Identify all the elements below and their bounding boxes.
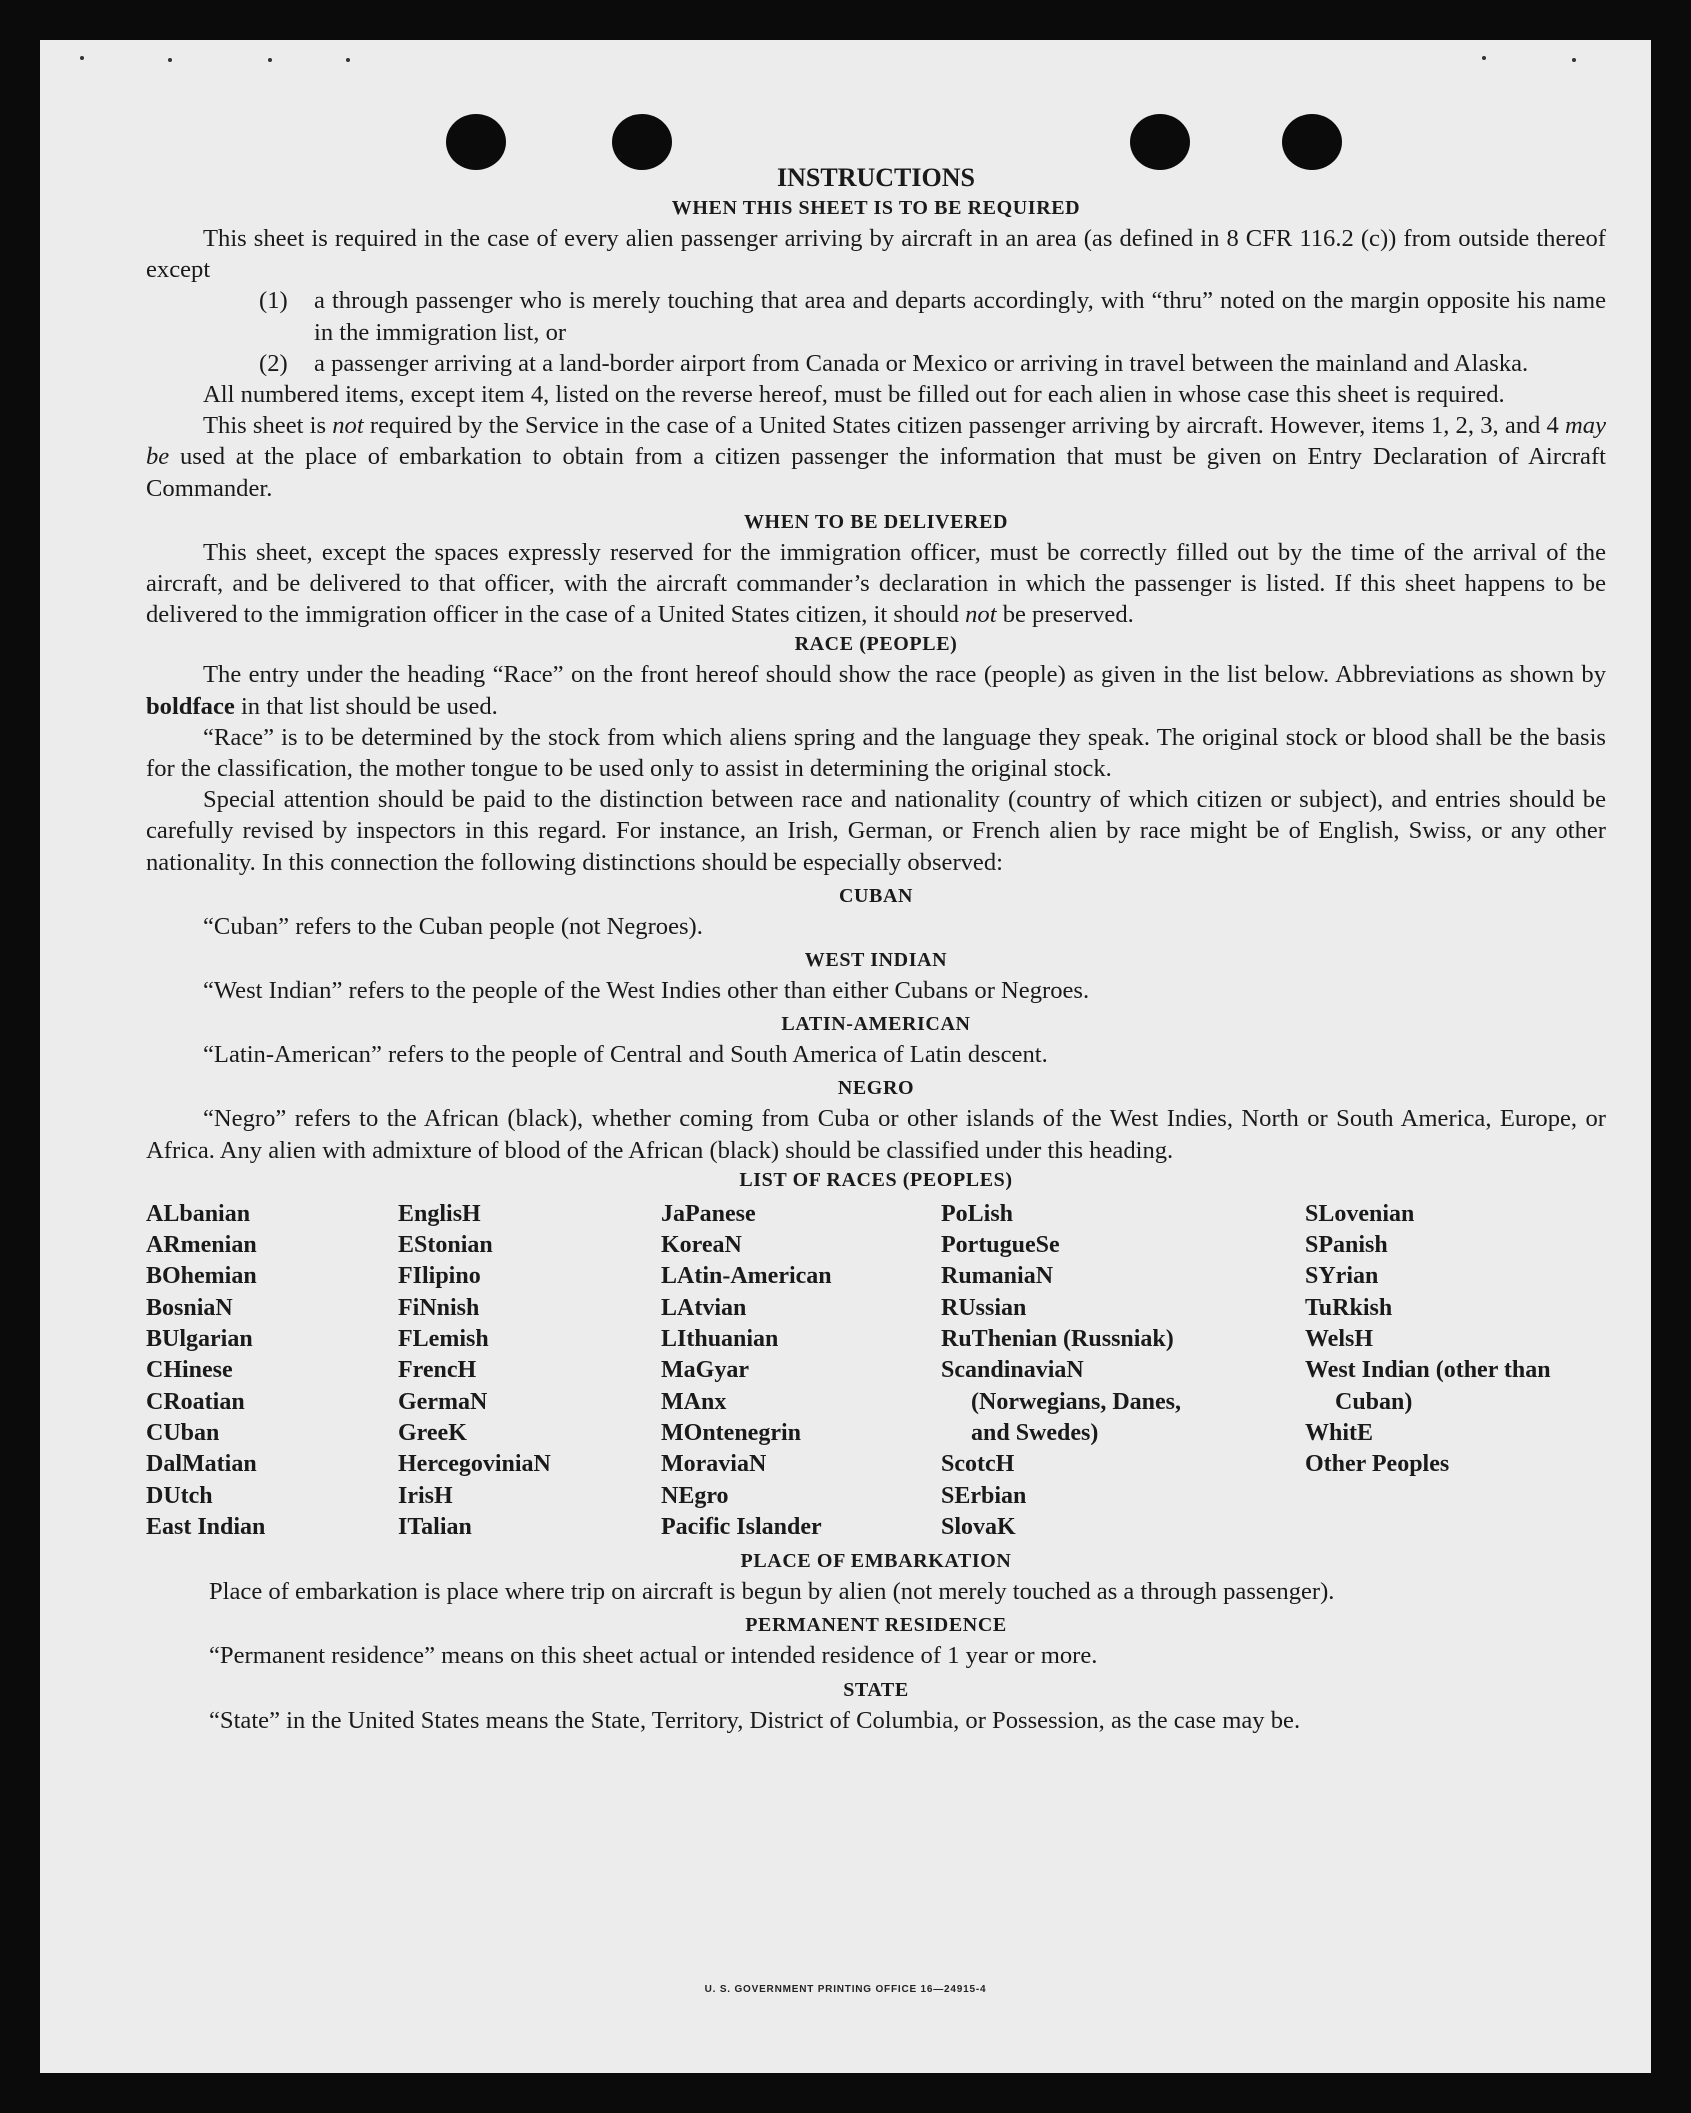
heading-negro: NEGRO xyxy=(837,1077,915,1100)
heading-state: STATE xyxy=(843,1678,909,1701)
race-entry: FIlipino xyxy=(398,1263,481,1290)
race-entry: BosniaN xyxy=(146,1294,233,1321)
paragraph: “Permanent residence” means on this sheet actual or intended residence of 1 year or more. xyxy=(209,1642,1098,1670)
race-entry: FrencH xyxy=(398,1357,477,1384)
race-entry: ITalian xyxy=(398,1513,472,1540)
paragraph: Place of embarkation is place where trip on aircraft is begun by alien (not merely touched as a through passenger). xyxy=(209,1578,1335,1606)
paragraph: “Cuban” refers to the Cuban people (not Negroes). xyxy=(203,912,703,940)
paragraph: This sheet is not required by the Service in the case of a United States citizen passenger arriving by aircraft. However, items 1, 2, 3, and 4 may be used at the place of embarkation to obtain from a citizen passenger the information that must be given on Entry Declaration of Aircraft Commander. xyxy=(146,412,1607,502)
race-entry: DalMatian xyxy=(146,1451,257,1478)
race-entry: KoreaN xyxy=(661,1232,742,1259)
paragraph: All numbered items, except item 4, listed on the reverse hereof, must be filled out for each alien in whose case this sheet is required. xyxy=(203,381,1505,409)
race-entry: ScotcH xyxy=(941,1451,1015,1478)
race-entry: WhitE xyxy=(1305,1419,1374,1446)
race-entry: SPanish xyxy=(1305,1232,1388,1259)
race-entry: Pacific Islander xyxy=(661,1513,822,1540)
heading-embarkation: PLACE OF EMBARKATION xyxy=(740,1550,1012,1573)
paragraph: This sheet, except the spaces expressly reserved for the immigration officer, must be correctly filled out by the time of the arrival of the aircraft, and be delivered to that officer, with the aircraft commander’s declaration in which the passenger is listed. If this sheet happens to be delivered to the immigration officer in the case of a United States citizen, it should not be preserved. xyxy=(146,538,1606,629)
speck xyxy=(1482,56,1486,60)
heading-residence: PERMANENT RESIDENCE xyxy=(745,1614,1007,1637)
race-entry: FLemish xyxy=(398,1326,489,1353)
paragraph: Special attention should be paid to the distinction between race and nationality (country of which citizen or subject), and entries should be carefully revised by inspectors in this regard. For instance, an Irish, German, or French alien by race might be of English, Swiss, or any other nationality. In this connection the following distinctions should be especially observed: xyxy=(146,786,1606,876)
race-entry: East Indian xyxy=(146,1513,266,1540)
race-entry: SYrian xyxy=(1305,1263,1379,1290)
race-entry: ARmenian xyxy=(146,1232,257,1259)
race-entry: RumaniaN xyxy=(941,1263,1054,1290)
race-entry: SErbian xyxy=(941,1482,1027,1509)
paragraph: “State” in the United States means the State, Territory, District of Columbia, or Possession, as the case may be. xyxy=(209,1706,1301,1734)
paragraph: “West Indian” refers to the people of the West Indies other than either Cubans or Negroes. xyxy=(203,977,1090,1005)
list-item: (2) a passenger arriving at a land-border airport from Canada or Mexico or arriving in travel between the mainland and Alaska. xyxy=(259,349,1529,377)
race-entry: CHinese xyxy=(146,1357,233,1384)
heading-required: WHEN THIS SHEET IS TO BE REQUIRED xyxy=(671,197,1081,219)
document-page xyxy=(40,40,1651,2073)
race-entry: TuRkish xyxy=(1305,1294,1393,1321)
speck xyxy=(80,56,84,60)
race-column xyxy=(398,1199,661,1543)
race-entry: SlovaK xyxy=(941,1513,1016,1540)
race-entry: Other Peoples xyxy=(1305,1451,1450,1478)
race-entry: PortugueSe xyxy=(941,1232,1060,1259)
speck xyxy=(1572,58,1576,62)
speck xyxy=(346,58,350,62)
paragraph: The entry under the heading “Race” on the front hereof should show the race (people) as given in the list below. Abbreviations as shown by boldface in that list should be used. xyxy=(146,661,1606,720)
heading-west-indian: WEST INDIAN xyxy=(804,949,948,972)
race-entry: EStonian xyxy=(398,1232,493,1259)
race-column xyxy=(146,1199,398,1543)
race-entry: ALbanian xyxy=(146,1200,251,1227)
page-title: INSTRUCTIONS xyxy=(777,163,975,192)
race-entry: WelsH xyxy=(1305,1326,1374,1353)
race-entry: DUtch xyxy=(146,1482,213,1509)
race-entry: CUban xyxy=(146,1419,220,1446)
race-entry: CRoatian xyxy=(146,1388,245,1415)
race-entry: MOntenegrin xyxy=(661,1419,801,1446)
speck xyxy=(168,58,172,62)
race-entry: LAtin-American xyxy=(661,1263,832,1290)
race-entry: EnglisH xyxy=(398,1200,481,1227)
race-entry: SLovenian xyxy=(1305,1200,1415,1227)
race-list xyxy=(146,1199,1606,1543)
race-entry: LAtvian xyxy=(661,1294,747,1321)
race-column xyxy=(1305,1199,1565,1543)
race-entry: FiNnish xyxy=(398,1294,480,1321)
paragraph: “Latin-American” refers to the people of Central and South America of Latin descent. xyxy=(203,1041,1048,1069)
heading-cuban: CUBAN xyxy=(838,884,914,907)
race-entry: RUssian xyxy=(941,1294,1027,1321)
race-entry: RuThenian (Russniak) xyxy=(941,1326,1174,1353)
heading-race: RACE (PEOPLE) xyxy=(794,633,958,656)
printer-imprint: U. S. GOVERNMENT PRINTING OFFICE 16—24915-4 xyxy=(704,1984,987,1995)
paragraph: “Negro” refers to the African (black), whether coming from Cuba or other islands of the West Indies, North or South America, Europe, or Africa. Any alien with admixture of blood of the African (black) should be classified under this heading. xyxy=(146,1105,1606,1164)
heading-latin-american: LATIN-AMERICAN xyxy=(781,1013,971,1036)
race-entry: BOhemian xyxy=(146,1263,257,1290)
list-item: (1) a through passenger who is merely touching that area and departs accordingly, with “thru” noted on the margin opposite his name in the immigration list, or xyxy=(259,287,1606,346)
race-entry: ScandinaviaN (Norwegians, Danes, and Swedes) xyxy=(941,1357,1181,1446)
paragraph: “Race” is to be determined by the stock from which aliens spring and the language they speak. The original stock or blood shall be the basis for the classification, the mother tongue to be used only to assist in determining the original stock. xyxy=(146,723,1606,783)
paragraph: This sheet is required in the case of every alien passenger arriving by aircraft in an area (as defined in 8 CFR 116.2 (c)) from outside thereof except xyxy=(146,225,1606,284)
race-entry: HercegoviniaN xyxy=(398,1451,551,1478)
race-entry: NEgro xyxy=(661,1482,729,1509)
race-entry: MoraviaN xyxy=(661,1451,767,1478)
race-entry: MaGyar xyxy=(661,1357,749,1384)
race-entry: GermaN xyxy=(398,1388,488,1415)
heading-list-of-races: LIST OF RACES (PEOPLES) xyxy=(739,1168,1013,1191)
instructions-text xyxy=(146,162,1606,1736)
race-entry: West Indian (other than Cuban) xyxy=(1305,1357,1551,1415)
race-column xyxy=(941,1199,1305,1543)
race-entry: JaPanese xyxy=(661,1200,756,1227)
race-column xyxy=(661,1199,941,1543)
race-entry: IrisH xyxy=(398,1482,453,1509)
speck xyxy=(268,58,272,62)
race-entry: BUlgarian xyxy=(146,1326,253,1353)
heading-delivered: WHEN TO BE DELIVERED xyxy=(743,510,1009,533)
race-entry: MAnx xyxy=(661,1388,727,1415)
race-entry: GreeK xyxy=(398,1419,467,1446)
race-entry: PoLish xyxy=(941,1200,1014,1227)
race-entry: LIthuanian xyxy=(661,1326,779,1353)
